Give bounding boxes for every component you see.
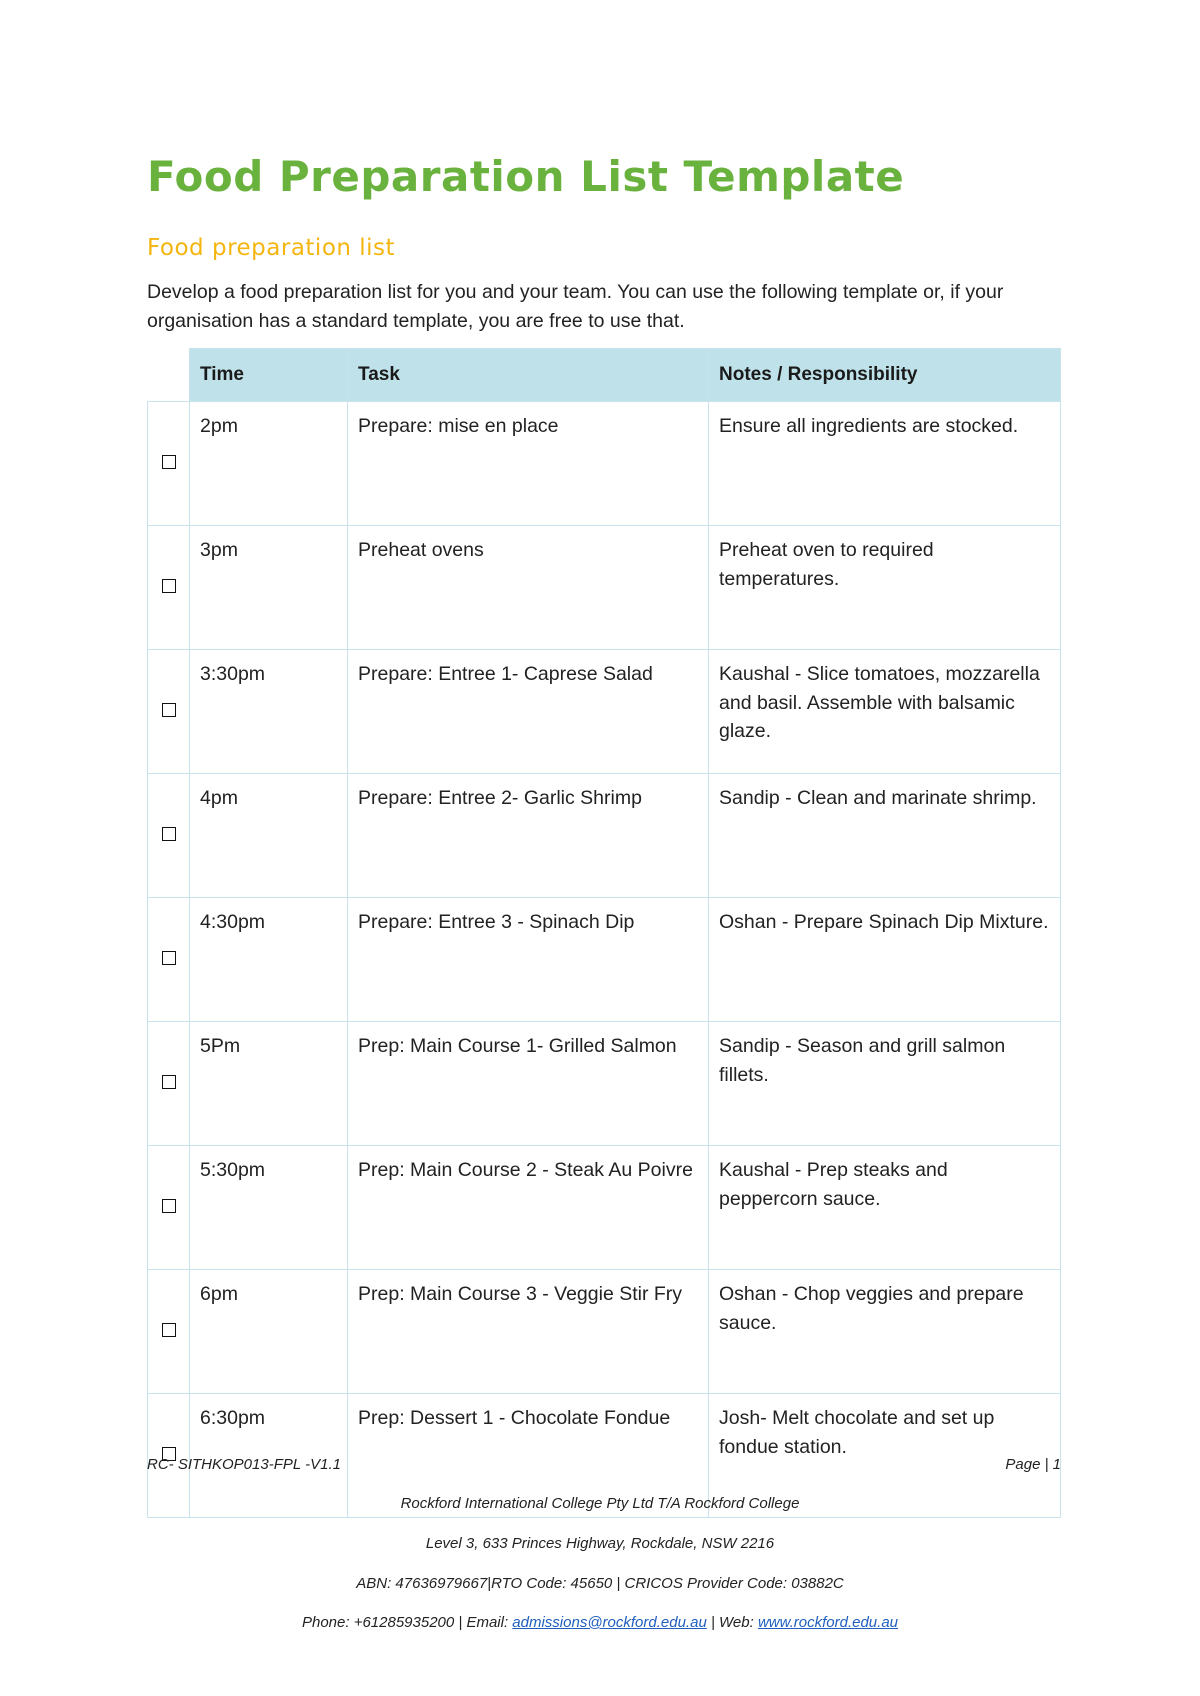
table-row [148, 402, 1061, 526]
table-row [148, 1270, 1061, 1394]
time-cell: 2pm [190, 402, 348, 526]
table-header-row [148, 349, 1061, 402]
task-cell: Prepare: Entree 3 - Spinach Dip [348, 898, 709, 1022]
notes-cell: Josh- Melt chocolate and set up fondue station. [709, 1394, 1061, 1518]
notes-cell: Sandip - Clean and marinate shrimp. [709, 774, 1061, 898]
page-number: Page | 1 [1005, 1456, 1061, 1473]
intro-paragraph: Develop a food preparation list for you and your team. You can use the following template or, if your organisation has a standard template, you are free to use that. [147, 281, 1004, 332]
checkbox-cell [148, 402, 190, 526]
checkbox-cell [148, 1022, 190, 1146]
footer-address: Level 3, 633 Princes Highway, Rockdale, NSW 2216 [425, 1535, 775, 1552]
notes-cell: Oshan - Chop veggies and prepare sauce. [709, 1270, 1061, 1394]
notes-header: Notes / Responsibility [709, 349, 1061, 402]
time-cell: 4:30pm [190, 898, 348, 1022]
footer-registration-codes: ABN: 47636979667|RTO Code: 45650 | CRICOS Provider Code: 03882C [356, 1575, 844, 1592]
notes-cell: Preheat oven to required temperatures. [709, 526, 1061, 650]
checkbox[interactable] [162, 579, 176, 593]
time-cell: 4pm [190, 774, 348, 898]
footer-contact-line [0, 1614, 1200, 1631]
task-header: Task [348, 349, 709, 402]
notes-cell: Kaushal - Prep steaks and peppercorn sauce. [709, 1146, 1061, 1270]
checkbox-cell [148, 898, 190, 1022]
task-cell: Prep: Dessert 1 - Chocolate Fondue [348, 1394, 709, 1518]
checkbox-cell [148, 1146, 190, 1270]
web-label: | Web: [706, 1614, 758, 1631]
checkbox[interactable] [162, 1323, 176, 1337]
email-link[interactable]: admissions@rockford.edu.au [512, 1614, 707, 1631]
task-cell: Preheat ovens [348, 526, 709, 650]
checkbox-cell [148, 650, 190, 774]
checkbox[interactable] [162, 455, 176, 469]
food-prep-table [147, 348, 1061, 1518]
document-title: Food Preparation List Template [147, 152, 905, 201]
notes-cell: Ensure all ingredients are stocked. [709, 402, 1061, 526]
notes-cell: Sandip - Season and grill salmon fillets. [709, 1022, 1061, 1146]
web-link[interactable]: www.rockford.edu.au [757, 1614, 899, 1631]
time-cell: 3pm [190, 526, 348, 650]
table-row [148, 1022, 1061, 1146]
task-cell: Prepare: mise en place [348, 402, 709, 526]
checkbox-cell [148, 526, 190, 650]
table-row [148, 526, 1061, 650]
checkbox[interactable] [162, 1199, 176, 1213]
checkbox[interactable] [162, 827, 176, 841]
task-cell: Prepare: Entree 1- Caprese Salad [348, 650, 709, 774]
task-cell: Prepare: Entree 2- Garlic Shrimp [348, 774, 709, 898]
checkbox[interactable] [162, 951, 176, 965]
document-code: RC- SITHKOP013-FPL -V1.1 [147, 1456, 341, 1473]
task-cell: Prep: Main Course 3 - Veggie Stir Fry [348, 1270, 709, 1394]
notes-cell: Oshan - Prepare Spinach Dip Mixture. [709, 898, 1061, 1022]
checkbox[interactable] [162, 1075, 176, 1089]
time-header: Time [190, 349, 348, 402]
time-cell: 3:30pm [190, 650, 348, 774]
checkbox[interactable] [162, 703, 176, 717]
task-cell: Prep: Main Course 2 - Steak Au Poivre [348, 1146, 709, 1270]
task-cell: Prep: Main Course 1- Grilled Salmon [348, 1022, 709, 1146]
table-row [148, 1146, 1061, 1270]
time-cell: 6:30pm [190, 1394, 348, 1518]
phone-email-label: Phone: +61285935200 | Email: [301, 1614, 513, 1631]
time-cell: 6pm [190, 1270, 348, 1394]
table-row [148, 650, 1061, 774]
checkbox-cell [148, 774, 190, 898]
checkbox-header [148, 349, 190, 402]
notes-cell: Kaushal - Slice tomatoes, mozzarella and basil. Assemble with balsamic glaze. [709, 650, 1061, 774]
section-heading: Food preparation list [147, 235, 396, 261]
table-row [148, 898, 1061, 1022]
time-cell: 5Pm [190, 1022, 348, 1146]
time-cell: 5:30pm [190, 1146, 348, 1270]
checkbox-cell [148, 1270, 190, 1394]
table-row [148, 774, 1061, 898]
footer-college-name: Rockford International College Pty Ltd T/A Rockford College [400, 1495, 800, 1512]
